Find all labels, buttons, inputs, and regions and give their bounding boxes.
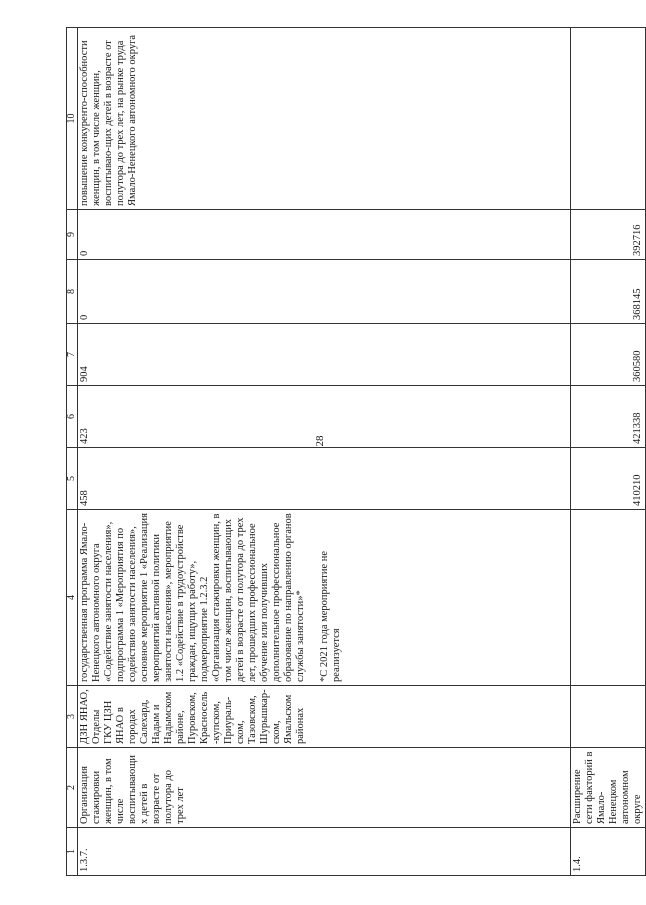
header-cell: 3 bbox=[67, 686, 78, 748]
header-cell: 8 bbox=[67, 260, 78, 324]
header-cell: 4 bbox=[67, 510, 78, 686]
value-cell: 368145 bbox=[571, 260, 646, 324]
measure-name: Организация стажировки женщин, в том числе воспитывающих детей в возрасте от полутора до трех лет bbox=[78, 748, 571, 828]
table-row bbox=[78, 28, 571, 876]
value-cell: 410210 bbox=[571, 448, 646, 510]
value-cell: 904 bbox=[78, 324, 571, 386]
responsible-executors: ДЗН ЯНАО, Отделы ГКУ ЦЗН ЯНАО в городах Салехард, Надым и Надымском районе, Пуровском, Красносель-купском, Приураль-ском, Тазовском, Шурышкар-ском, Ямальском районах bbox=[78, 686, 571, 748]
value-cell: 423 bbox=[78, 386, 571, 448]
header-cell: 1 bbox=[67, 828, 78, 876]
header-cell: 6 bbox=[67, 386, 78, 448]
expected-result bbox=[571, 28, 646, 210]
footnote: *С 2021 года мероприятие не реализуется bbox=[319, 550, 342, 682]
header-cell: 9 bbox=[67, 210, 78, 260]
funding-source bbox=[571, 510, 646, 686]
item-number: 1.4. bbox=[571, 828, 646, 876]
value-cell: 0 bbox=[78, 260, 571, 324]
funding-source bbox=[78, 510, 571, 686]
value-cell: 360580 bbox=[571, 324, 646, 386]
header-cell: 10 bbox=[67, 28, 78, 210]
column-number-row bbox=[67, 28, 78, 876]
measures-table bbox=[66, 27, 646, 876]
page-number: 28 bbox=[314, 435, 326, 447]
document-table-rotated bbox=[66, 28, 643, 876]
table-row bbox=[571, 28, 646, 876]
header-cell: 7 bbox=[67, 324, 78, 386]
value-cell: 0 bbox=[78, 210, 571, 260]
measure-name: Расширение сети факторий в Ямало-Ненецком автономном округе bbox=[571, 748, 646, 828]
value-cell: 421338 bbox=[571, 386, 646, 448]
header-cell: 5 bbox=[67, 448, 78, 510]
value-cell: 458 bbox=[78, 448, 571, 510]
item-number: 1.3.7. bbox=[78, 828, 571, 876]
value-cell: 392716 bbox=[571, 210, 646, 260]
header-cell: 2 bbox=[67, 748, 78, 828]
expected-result: повышение конкуренто-способности женщин, в том числе женщин, воспитываю-щих детей в возрасте от полутора до трех лет, на рынке труда Ямало-Ненецкого автономного округа bbox=[78, 28, 571, 210]
responsible-executors bbox=[571, 686, 646, 748]
funding-source-text: государственная программа Ямало-Ненецкого автономного округа «Содействие занятости населения», подпрограмма 1 «Мероприятия по содействию занятости населения», основное мероприятие 1 «Реализация мероприятий активной политики занятости населения», мероприятие 1.2 «Содействие в трудоустройстве граждан, ищущих работу», подмероприятие 1.2.3.2 «Организация стажировки женщин, в том числе женщин, воспитывающих детей в возрасте от полутора до трех лет, прошедших профессиональное обучение или получивших дополнительное профессиональное образование по направлению органов службы занятости»* bbox=[79, 513, 306, 682]
